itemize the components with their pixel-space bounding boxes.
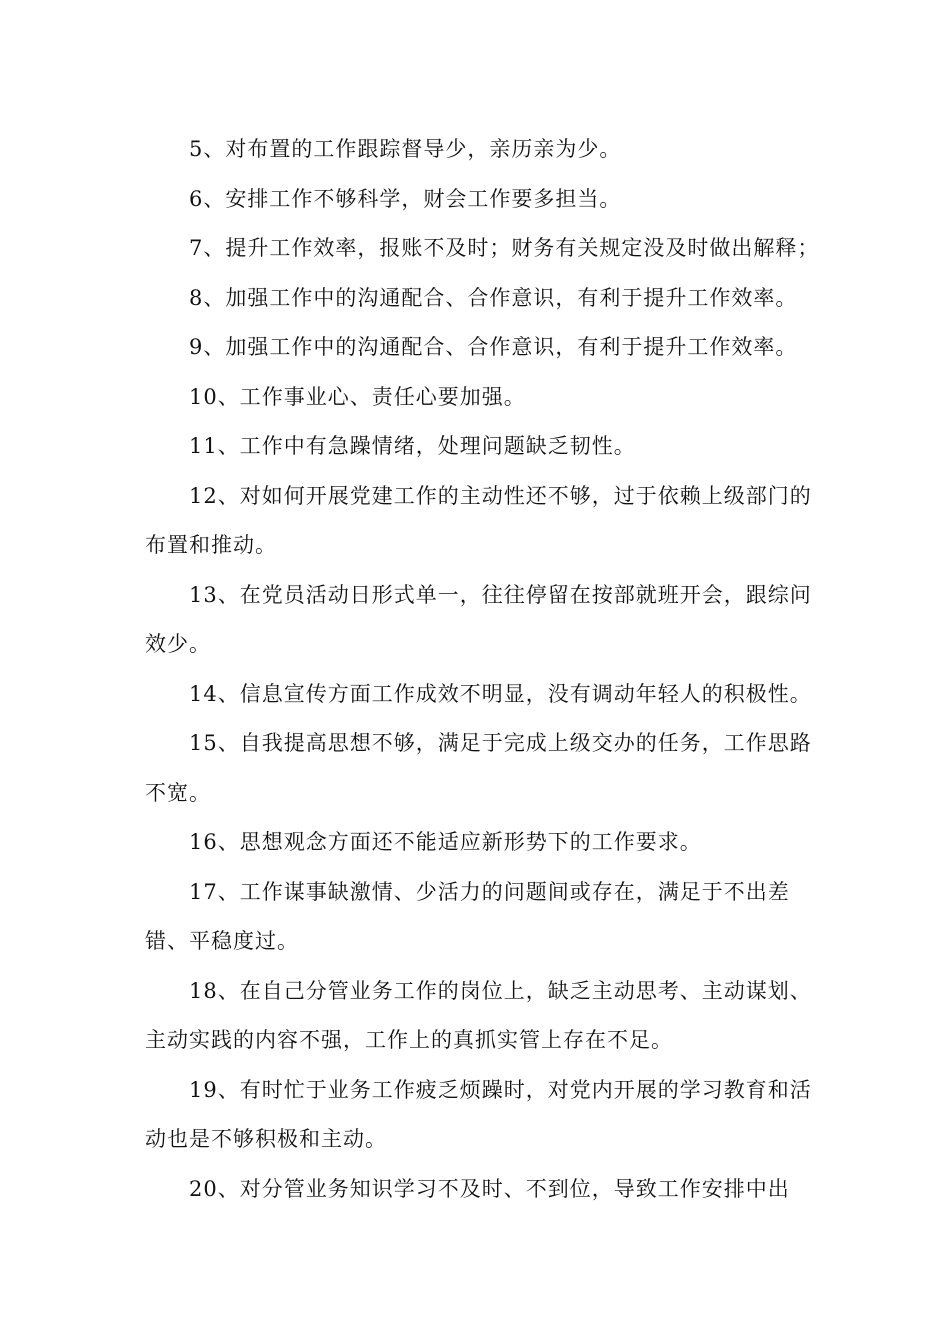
paragraph-item-10: 10、工作事业心、责任心要加强。	[189, 384, 526, 409]
paragraph-item-14: 14、信息宣传方面工作成效不明显，没有调动年轻人的积极性。	[189, 681, 812, 706]
paragraph-item-8: 8、加强工作中的沟通配合、合作意识，有利于提升工作效率。	[189, 285, 798, 310]
paragraph-item-20: 20、对分管业务知识学习不及时、不到位，导致工作安排中出	[189, 1176, 790, 1201]
paragraph-item-12: 12、对如何开展党建工作的主动性还不够，过于依赖上级部门的布置和推动。	[145, 483, 812, 557]
paragraph-item-15: 15、自我提高思想不够，满足于完成上级交办的任务，工作思路不宽。	[145, 731, 812, 805]
paragraph-item-6: 6、安排工作不够科学，财会工作要多担当。	[189, 186, 622, 211]
paragraph-item-9: 9、加强工作中的沟通配合、合作意识，有利于提升工作效率。	[189, 335, 798, 359]
paragraph-item-7: 7、提升工作效率，报账不及时；财务有关规定没及时做出解释；	[189, 236, 820, 260]
paragraph-item-11: 11、工作中有急躁情绪，处理问题缺乏韧性。	[189, 434, 636, 458]
paragraph-item-19: 19、有时忙于业务工作疲乏烦躁时，对党内开展的学习教育和活动也是不够积极和主动。	[145, 1077, 812, 1151]
paragraph-item-17: 17、工作谋事缺激情、少活力的问题间或存在，满足于不出差错、平稳度过。	[145, 879, 790, 953]
paragraph-item-5: 5、对布置的工作跟踪督导少，亲历亲为少。	[189, 137, 622, 161]
paragraph-item-13: 13、在党员活动日形式单一，往往停留在按部就班开会，跟综问效少。	[145, 582, 812, 656]
paragraph-item-16: 16、思想观念方面还不能适应新形势下的工作要求。	[189, 830, 702, 854]
document-body	[145, 125, 823, 1214]
paragraph-item-18: 18、在自己分管业务工作的岗位上，缺乏主动思考、主动谋划、主动实践的内容不强，工作上的真抓实管上存在不足。	[145, 978, 812, 1052]
